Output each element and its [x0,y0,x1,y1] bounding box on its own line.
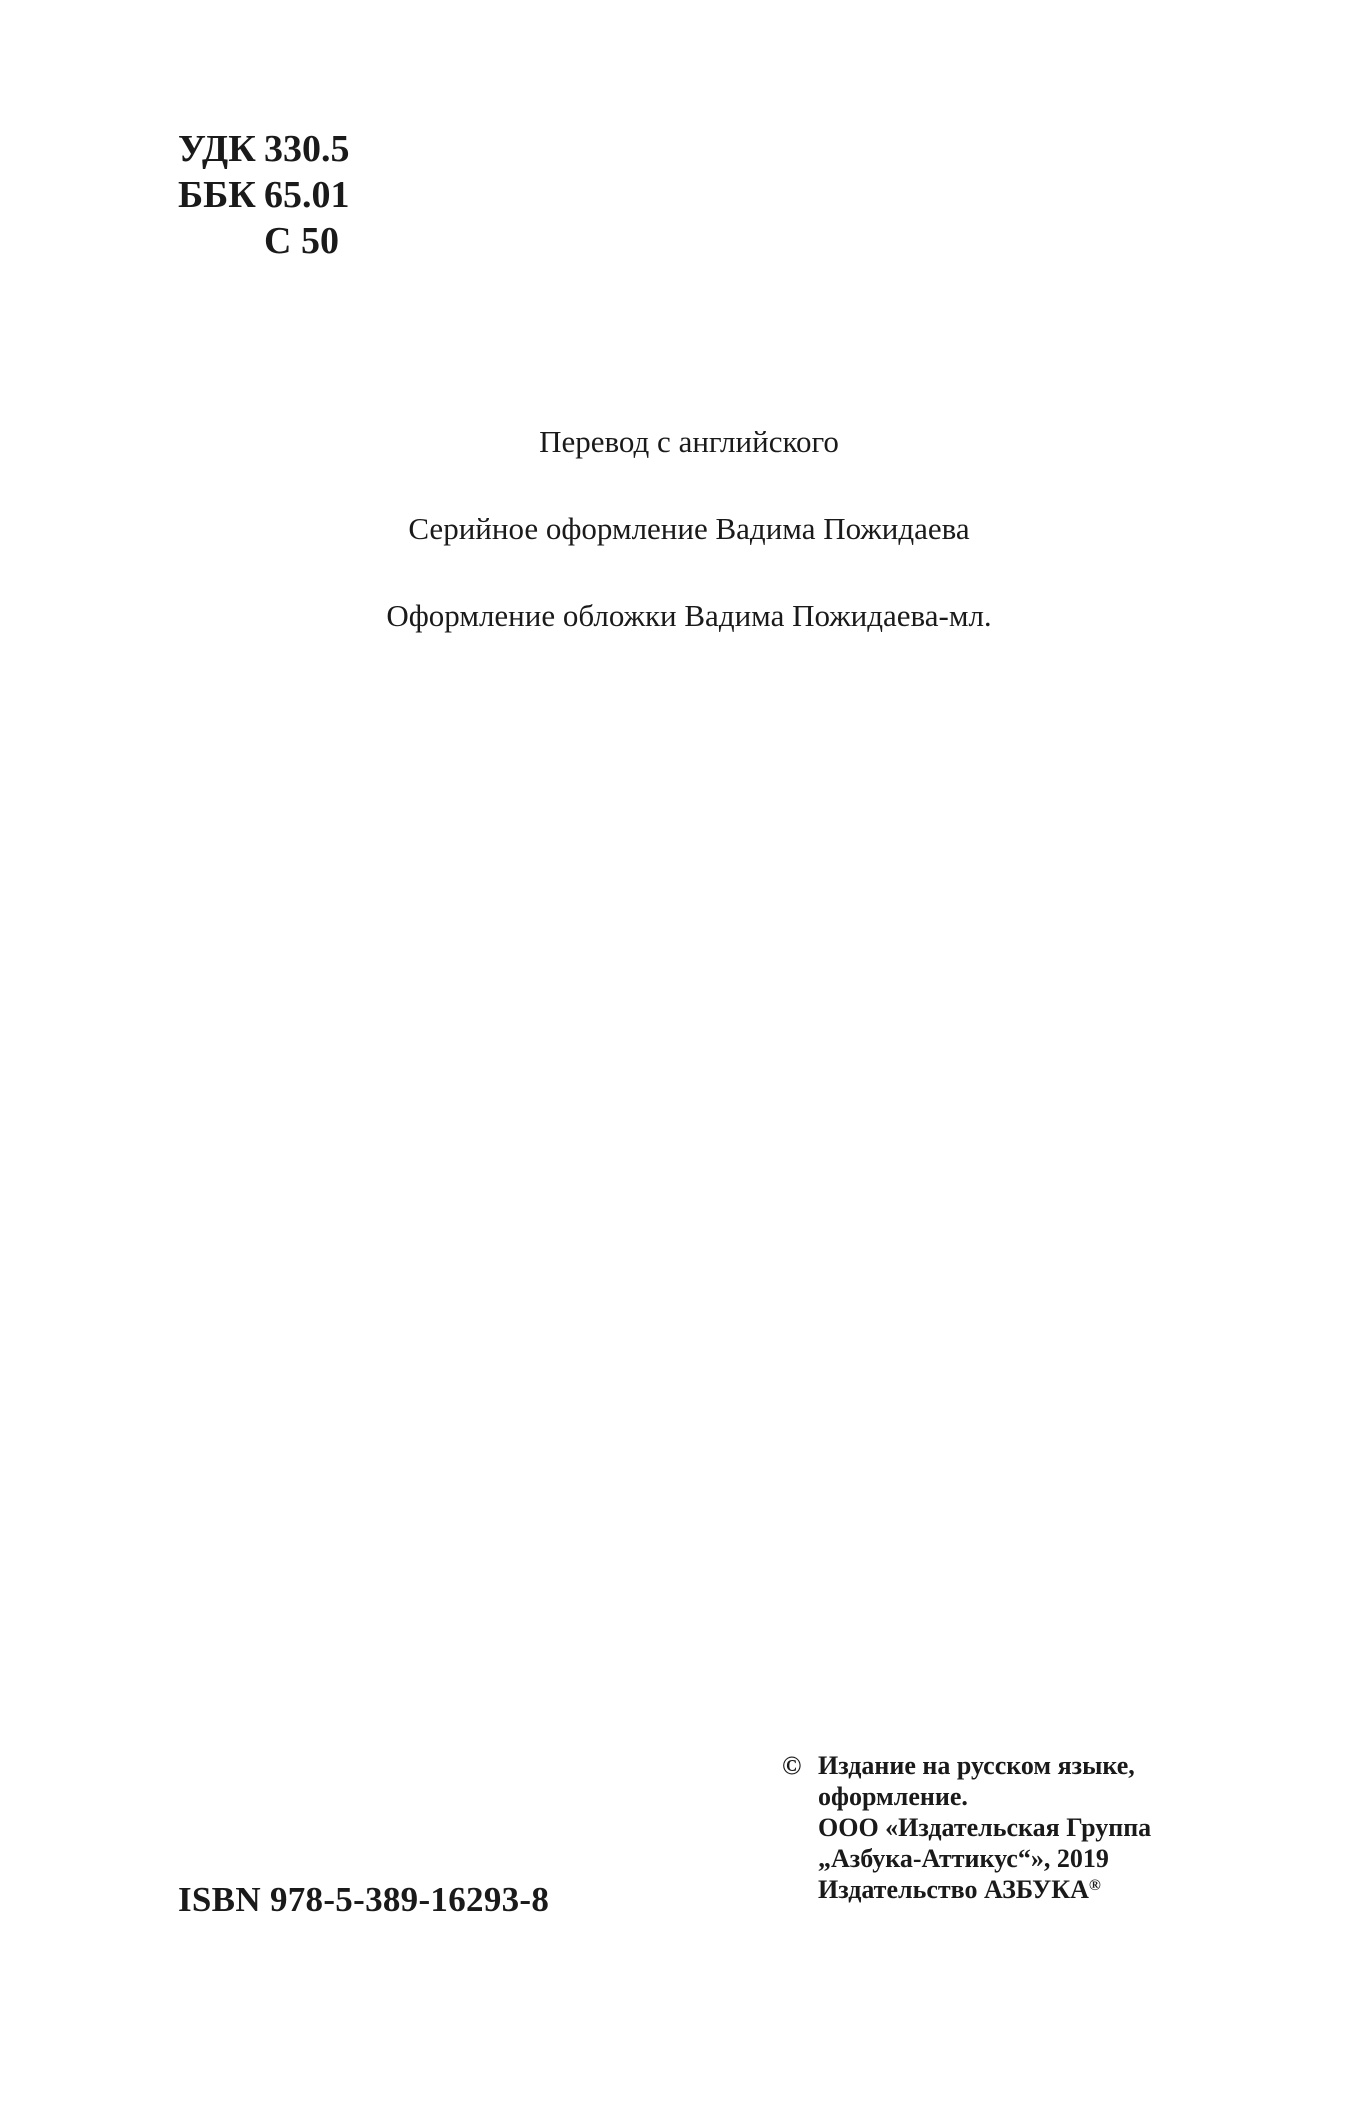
bbk-row [178,172,350,218]
udk-label: УДК [178,128,256,170]
copyright-line: ООО «Издательская Группа [818,1813,1152,1842]
series-design-credit: Серийное оформление Вадима Пожидаева [408,511,970,546]
copyright-text [818,1750,1151,1905]
isbn-number: ISBN 978-5-389-16293-8 [178,1880,550,1919]
author-sign: С 50 [264,220,339,262]
registered-trademark-icon: ® [1088,1877,1101,1894]
copyright-icon: © [782,1751,802,1780]
bbk-code: 65.01 [264,174,350,216]
bbk-label: ББК [178,174,256,216]
credits-block [0,420,1358,681]
cover-design-credit: Оформление обложки Вадима Пожидаева-мл. [386,598,992,633]
copyright-line: Издание на русском языке, [818,1751,1135,1780]
udk-row [178,126,350,172]
udk-code: 330.5 [264,128,350,170]
translation-credit: Перевод с английского [539,424,839,459]
publisher-name: Издательство АЗБУКА [818,1875,1089,1904]
publisher-line [818,1874,1151,1905]
copyright-notice [782,1750,1151,1905]
copyright-line: оформление. [818,1782,968,1811]
copyright-line: „Азбука-Аттикус“», 2019 [818,1844,1109,1873]
library-classification-block [178,126,350,264]
